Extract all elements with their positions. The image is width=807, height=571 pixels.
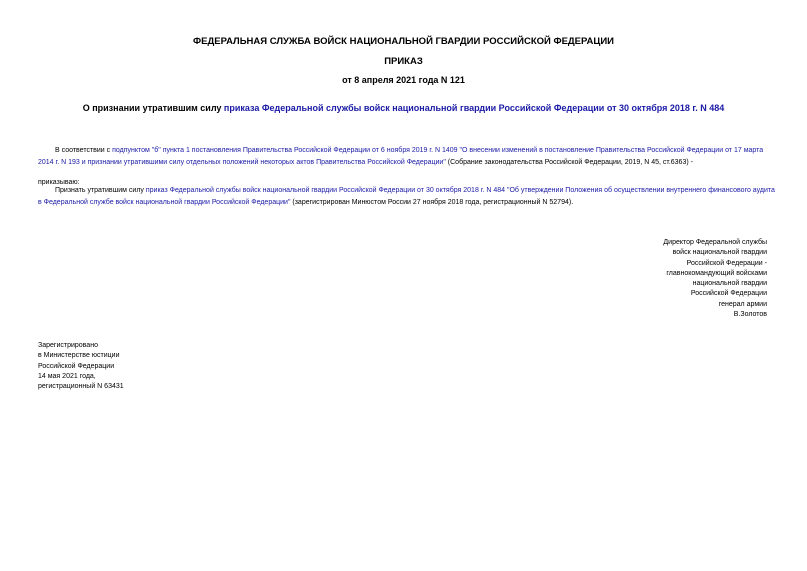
agency-title: ФЕДЕРАЛЬНАЯ СЛУЖБА ВОЙСК НАЦИОНАЛЬНОЙ ГВАРДИИ РОССИЙСКОЙ ФЕДЕРАЦИИ — [193, 36, 614, 47]
signature-line: Российской Федерации — [690, 290, 767, 298]
document-date: от 8 апреля 2021 года N 121 — [342, 75, 465, 85]
p1-decree-link[interactable]: подпунктом "б" пункта 1 постановления Правительства Российской Федерации от 6 ноября 2019 г. N 1409 "О внесении изменений в постановление Правительства Российской Федерации от 17 марта 2014 г. N 193 и признании утратившими силу отдельных положений некоторых актов Правительства Российской Федерации" — [38, 147, 764, 166]
signature-line: войск национальной гвардии — [672, 249, 767, 257]
p1-text-end: (Собрание законодательства Российской Федерации, 2019, N 45, ст.6363) - — [445, 158, 693, 166]
signature-line: национальной гвардии — [692, 280, 767, 288]
document-type: ПРИКАЗ — [384, 56, 423, 67]
p2-text-start: Признать утратившим силу — [55, 187, 146, 194]
document-subject — [0, 103, 807, 113]
signature-line: Российской Федерации - — [686, 259, 767, 267]
registration-date: 14 мая 2021 года, — [38, 372, 96, 380]
registration-line: в Министерстве юстиции — [38, 352, 120, 360]
signature-line: Директор Федеральной службы — [663, 239, 767, 246]
signer-name: В.Золотов — [733, 311, 767, 319]
p1-text-start: В соответствии с — [55, 147, 113, 154]
signature-line: генерал армии — [718, 300, 767, 308]
ordered-label: приказываю: — [38, 179, 80, 186]
subject-prefix: О признании утратившим силу — [82, 103, 224, 113]
signature-block — [663, 238, 767, 320]
registration-number: регистрационный N 63431 — [38, 383, 124, 391]
p2-text-end: (зарегистрирован Минюстом России 27 ноября 2018 года, регистрационный N 52794). — [290, 198, 574, 206]
registration-line: Зарегистрировано — [38, 342, 98, 349]
p2-order-link[interactable]: приказ Федеральной службы войск национальной гвардии Российской Федерации от 30 октября 2018 г. N 484 "Об утверждении Положения об осуществлении внутреннего финансового аудита в Федеральной службе войск национальной гвардии Российской Федерации" — [38, 187, 775, 206]
registration-line: Российской Федерации — [38, 362, 115, 370]
signature-line: главнокомандующий войсками — [666, 269, 767, 277]
paragraph-basis — [38, 145, 778, 168]
registration-block — [38, 341, 124, 392]
subject-link[interactable]: приказа Федеральной службы войск национальной гвардии Российской Федерации от 30 октября 2018 г. N 484 — [223, 103, 725, 113]
paragraph-order — [38, 185, 778, 208]
